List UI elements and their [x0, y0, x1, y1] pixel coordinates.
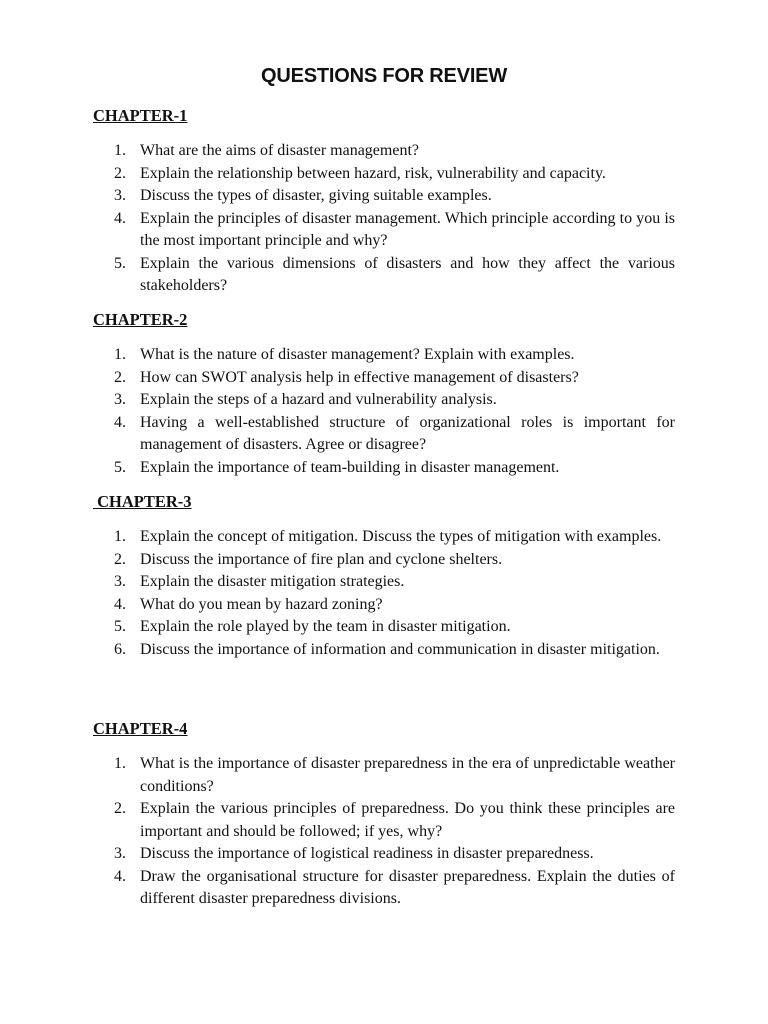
chapter-heading: CHAPTER-4 — [93, 719, 188, 738]
question-text: Explain the relationship between hazard, risk, vulnerability and capacity. — [140, 164, 606, 182]
question-number: 1. — [114, 346, 126, 363]
question-list — [93, 140, 675, 298]
question-item — [93, 526, 675, 549]
question-text: Discuss the importance of fire plan and cyclone shelters. — [140, 550, 503, 568]
chapter-1-section — [93, 105, 675, 298]
question-number: 5. — [114, 618, 126, 635]
question-text: What are the aims of disaster management? — [140, 142, 419, 159]
question-item — [93, 389, 675, 412]
question-list — [93, 753, 675, 911]
question-number: 5. — [114, 254, 126, 272]
question-item — [93, 344, 675, 367]
question-number: 4. — [114, 413, 126, 431]
question-item — [93, 457, 675, 480]
question-item — [93, 208, 675, 253]
question-number: 4. — [114, 867, 126, 885]
question-number: 3. — [114, 573, 126, 590]
chapter-heading: CHAPTER-3 — [93, 492, 192, 511]
question-number: 3. — [114, 187, 126, 204]
question-text: Explain the principles of disaster management. Which principle according to you is the most important principle and why? — [140, 209, 675, 249]
question-item — [93, 571, 675, 594]
question-text: Discuss the importance of information and communication in disaster mitigation. — [140, 640, 660, 658]
question-number: 5. — [114, 458, 126, 476]
question-text: Having a well-established structure of organizational roles is important for management of disasters. Agree or disagree? — [140, 413, 675, 453]
question-text: What is the importance of disaster preparedness in the era of unpredictable weather conditions? — [140, 755, 675, 795]
question-list — [93, 526, 675, 661]
question-list — [93, 344, 675, 479]
chapter-4-section — [93, 718, 675, 911]
question-text: Explain the importance of team-building in disaster management. — [140, 458, 560, 476]
question-text: Discuss the types of disaster, giving suitable examples. — [140, 187, 492, 204]
question-item — [93, 140, 675, 163]
question-text: Explain the concept of mitigation. Discuss the types of mitigation with examples. — [140, 528, 662, 545]
question-item — [93, 253, 675, 298]
question-number: 2. — [114, 550, 126, 568]
question-item — [93, 753, 675, 798]
question-number: 2. — [114, 164, 126, 182]
question-number: 4. — [114, 209, 126, 227]
question-number: 1. — [114, 142, 126, 159]
question-number: 4. — [114, 595, 126, 613]
question-item — [93, 616, 675, 639]
question-text: Explain the steps of a hazard and vulnerability analysis. — [140, 391, 497, 408]
question-text: Explain the role played by the team in disaster mitigation. — [140, 618, 511, 635]
question-item — [93, 163, 675, 186]
question-text: Draw the organisational structure for disaster preparedness. Explain the duties of different disaster preparedness divisions. — [140, 867, 675, 907]
question-text: How can SWOT analysis help in effective management of disasters? — [140, 368, 579, 386]
question-number: 6. — [114, 640, 126, 658]
question-item — [93, 549, 675, 572]
question-text: What is the nature of disaster management? Explain with examples. — [140, 346, 575, 363]
question-text: Explain the various principles of preparedness. Do you think these principles are important and should be followed; if yes, why? — [140, 800, 675, 840]
question-number: 3. — [114, 845, 126, 862]
question-number: 2. — [114, 368, 126, 386]
question-item — [93, 798, 675, 843]
question-text: Explain the various dimensions of disasters and how they affect the various stakeholders? — [140, 254, 675, 294]
question-number: 3. — [114, 391, 126, 408]
question-text: What do you mean by hazard zoning? — [140, 595, 383, 613]
chapter-2-section — [93, 309, 675, 479]
chapter-3-section — [93, 491, 675, 661]
question-item — [93, 412, 675, 457]
question-item — [93, 639, 675, 662]
question-text: Explain the disaster mitigation strategies. — [140, 573, 405, 590]
question-number: 1. — [114, 528, 126, 545]
question-text: Discuss the importance of logistical readiness in disaster preparedness. — [140, 845, 594, 862]
chapter-heading: CHAPTER-2 — [93, 310, 188, 329]
page-title: QUESTIONS FOR REVIEW — [260, 65, 508, 87]
question-item — [93, 367, 675, 390]
question-item — [93, 594, 675, 617]
question-item — [93, 185, 675, 208]
chapter-heading: CHAPTER-1 — [93, 106, 188, 125]
question-number: 2. — [114, 800, 126, 817]
question-number: 1. — [114, 755, 126, 772]
question-item — [93, 866, 675, 911]
question-item — [93, 843, 675, 866]
